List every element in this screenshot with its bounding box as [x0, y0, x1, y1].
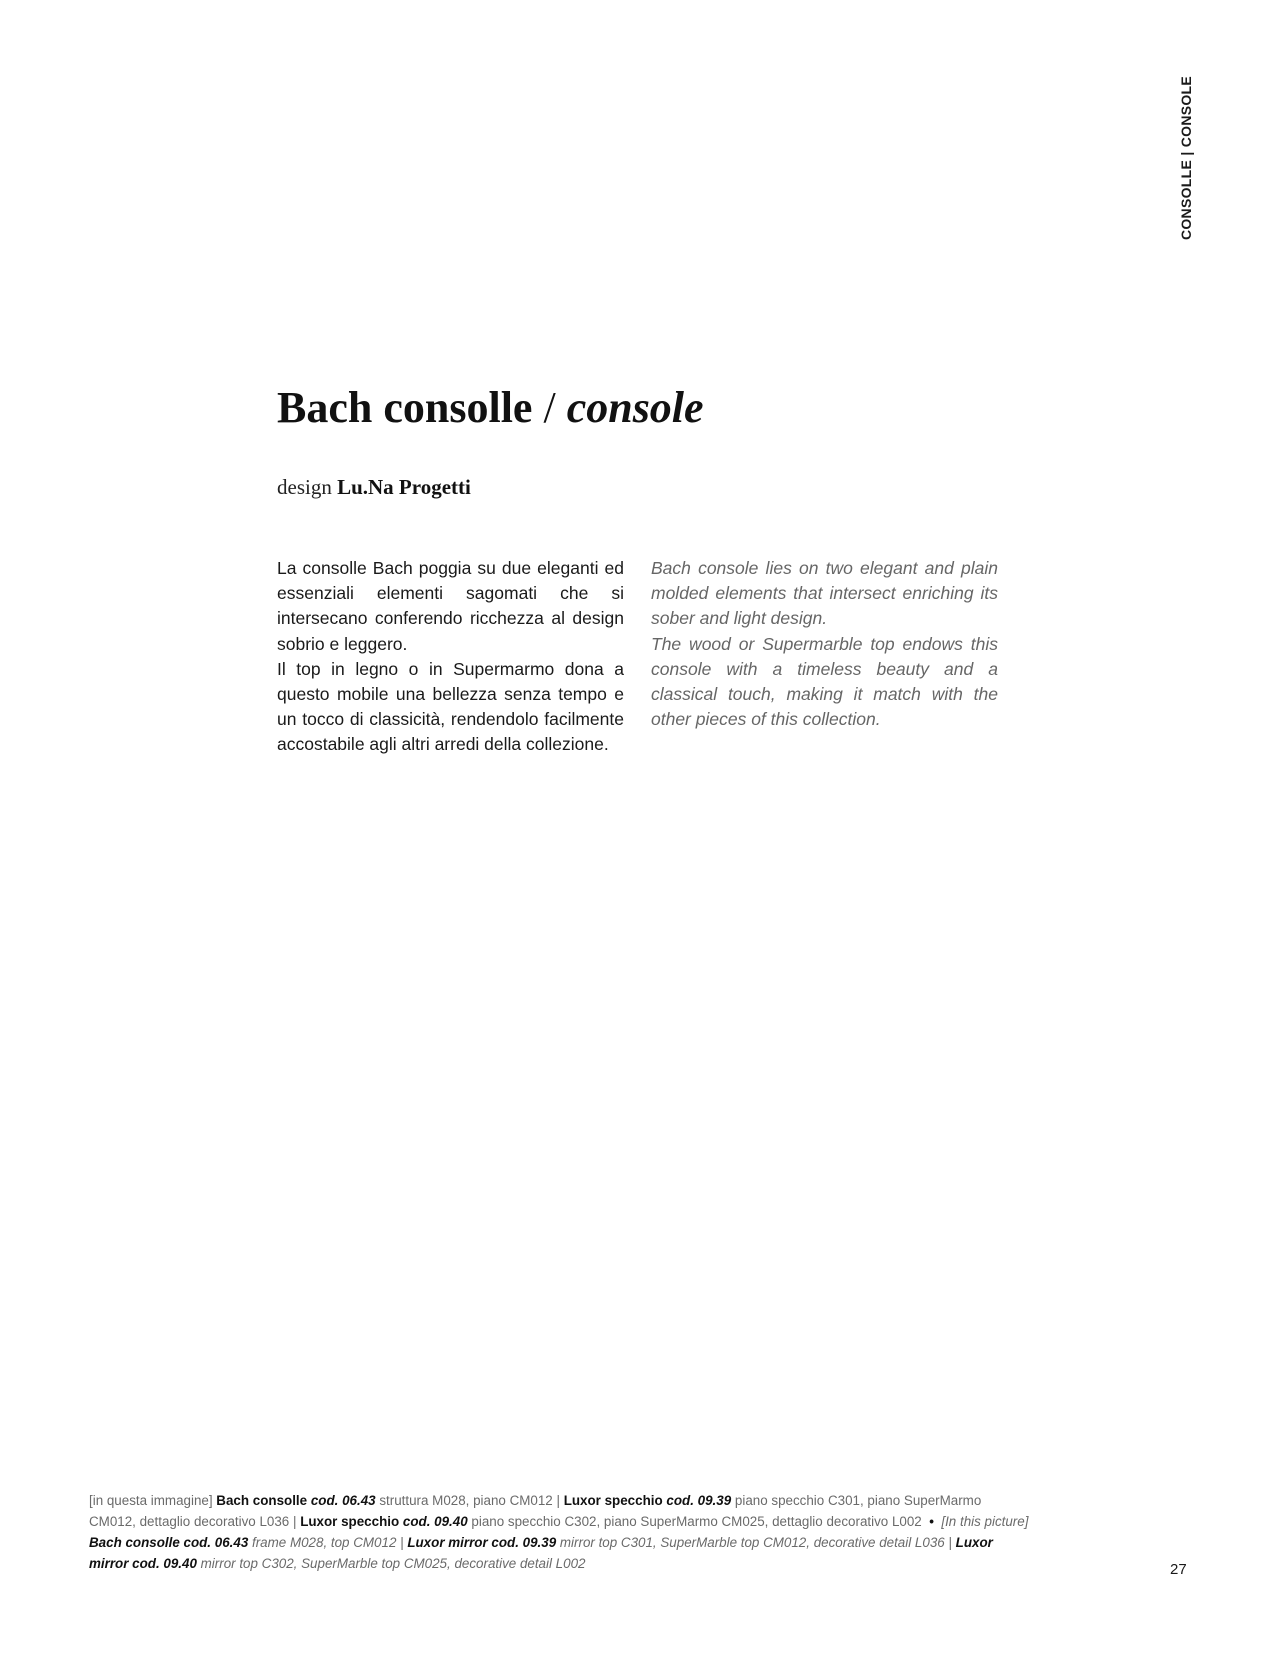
description-italian: [277, 556, 624, 758]
image-caption: [89, 1490, 1029, 1574]
caption-it-item-code: cod. 09.39: [666, 1493, 732, 1508]
section-side-label: [1176, 75, 1196, 241]
designer-credit: [277, 474, 471, 500]
description-italian-paragraph: Il top in legno o in Supermarmo dona a questo mobile una bellezza senza tempo e un tocco di classicità, rendendolo facilmente accostabile agli altri arredi della collezione.: [277, 658, 624, 755]
page-title: [277, 382, 704, 434]
caption-it-item-desc: piano specchio C302, piano SuperMarmo CM025, dettaglio decorativo L002: [471, 1514, 922, 1529]
caption-en-item-desc: mirror top C302, SuperMarble top CM025, decorative detail L002: [200, 1556, 586, 1571]
title-italic: console: [566, 383, 704, 432]
caption-it-item-code: cod. 09.40: [402, 1514, 468, 1529]
description-english: [651, 556, 998, 732]
description-english-paragraph: Bach console lies on two elegant and plain molded elements that intersect enriching its sober and light design.: [651, 558, 998, 629]
caption-it-item-name: Bach consolle: [216, 1493, 308, 1508]
title-main: Bach consolle: [277, 383, 533, 432]
caption-en-item-desc: frame M028, top CM012 |: [252, 1535, 404, 1550]
caption-en-item-name: Luxor mirror cod. 09.39: [407, 1535, 557, 1550]
title-separator: /: [543, 383, 556, 432]
section-side-label-text: CONSOLLE | CONSOLE: [1178, 75, 1194, 241]
designer-name: Lu.Na Progetti: [337, 475, 471, 499]
designer-prefix: design: [277, 475, 332, 499]
description-english-paragraph: The wood or Supermarble top endows this console with a timeless beauty and a classical touch, making it match with the other pieces of this collection.: [651, 633, 998, 730]
caption-en-item-desc: mirror top C301, SuperMarble top CM012, decorative detail L036 |: [559, 1535, 952, 1550]
caption-it-item-name: Luxor specchio: [300, 1514, 400, 1529]
caption-en-item-name: Bach consolle cod. 06.43: [89, 1535, 249, 1550]
caption-it-label: [in questa immagine]: [89, 1493, 213, 1508]
caption-en-item-name: Luxor mirror cod. 09.40: [89, 1535, 993, 1571]
caption-it-item-name: Luxor specchio: [563, 1493, 663, 1508]
caption-en-label: [In this picture]: [941, 1514, 1029, 1529]
caption-it-item-desc: piano specchio C301, piano SuperMarmo CM012, dettaglio decorativo L036 |: [89, 1493, 982, 1529]
description-italian-paragraph: La consolle Bach poggia su due eleganti ed essenziali elementi sagomati che si intersecano conferendo ricchezza al design sobrio e leggero.: [277, 558, 624, 654]
caption-bullet: •: [929, 1514, 934, 1529]
caption-it-item-code: cod. 06.43: [310, 1493, 376, 1508]
caption-it-item-desc: struttura M028, piano CM012 |: [379, 1493, 560, 1508]
page-number: 27: [1170, 1561, 1187, 1578]
